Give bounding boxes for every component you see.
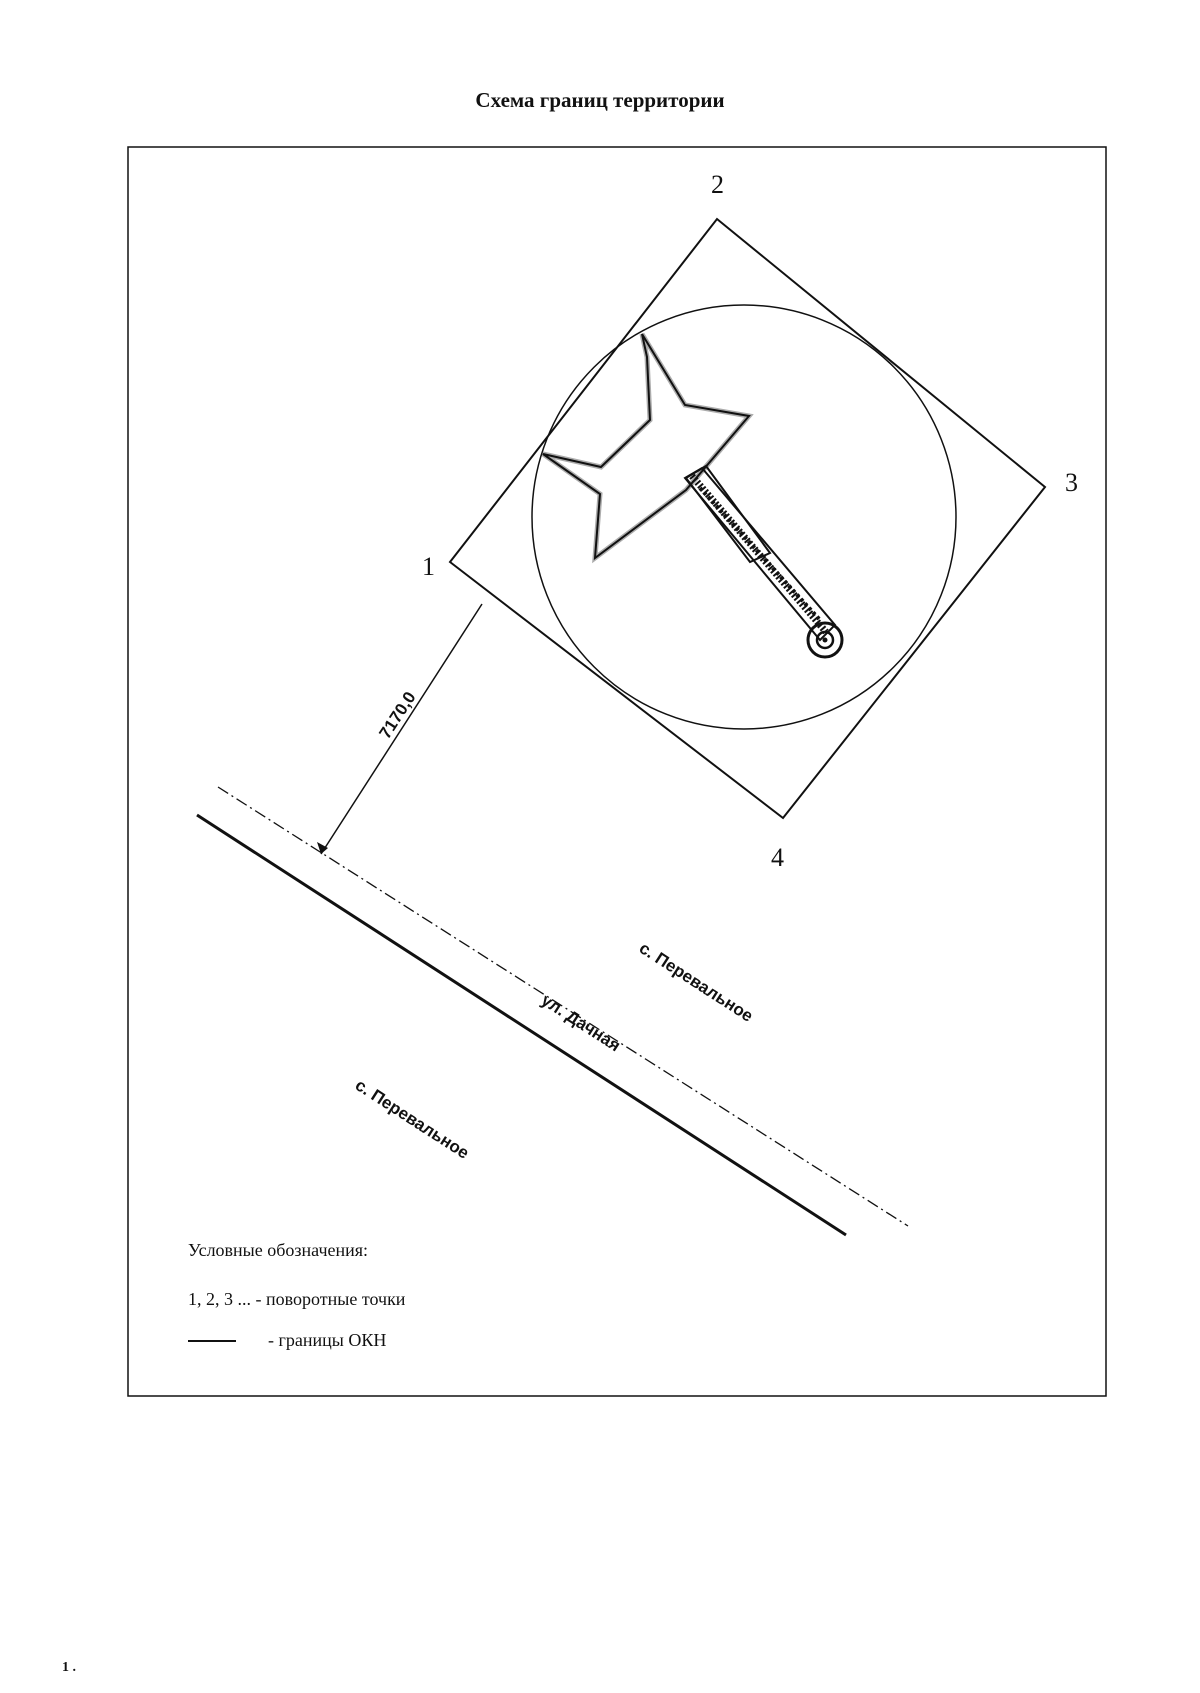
legend-title: Условные обозначения:	[188, 1240, 369, 1260]
point-label-2: 2	[711, 170, 724, 199]
legend-line-symbol	[188, 1340, 236, 1342]
legend-turning-points: 1, 2, 3 ... - поворотные точки	[188, 1289, 406, 1309]
dimension-arrow	[317, 842, 328, 854]
star-double-line	[543, 334, 749, 558]
page-title: Схема границ территории	[475, 88, 725, 112]
sword-handle	[685, 466, 835, 640]
legend-boundary-row	[188, 1330, 386, 1351]
point-label-3: 3	[1065, 468, 1078, 497]
pommel	[808, 623, 842, 657]
point-label-4: 4	[771, 843, 784, 872]
village-label-lower: с. Перевальное	[351, 1075, 473, 1163]
dimension-line	[321, 604, 482, 854]
map-frame	[128, 147, 1106, 1396]
point-label-1: 1	[422, 552, 435, 581]
page-number: 1 .	[62, 1660, 76, 1675]
street-label: ул. Дачная	[537, 990, 624, 1056]
village-label-upper: с. Перевальное	[635, 938, 757, 1026]
dimension-label: 7170,0	[375, 688, 420, 743]
street-boundary-line	[197, 815, 846, 1235]
legend-boundary-text: - границы ОКН	[268, 1330, 387, 1350]
